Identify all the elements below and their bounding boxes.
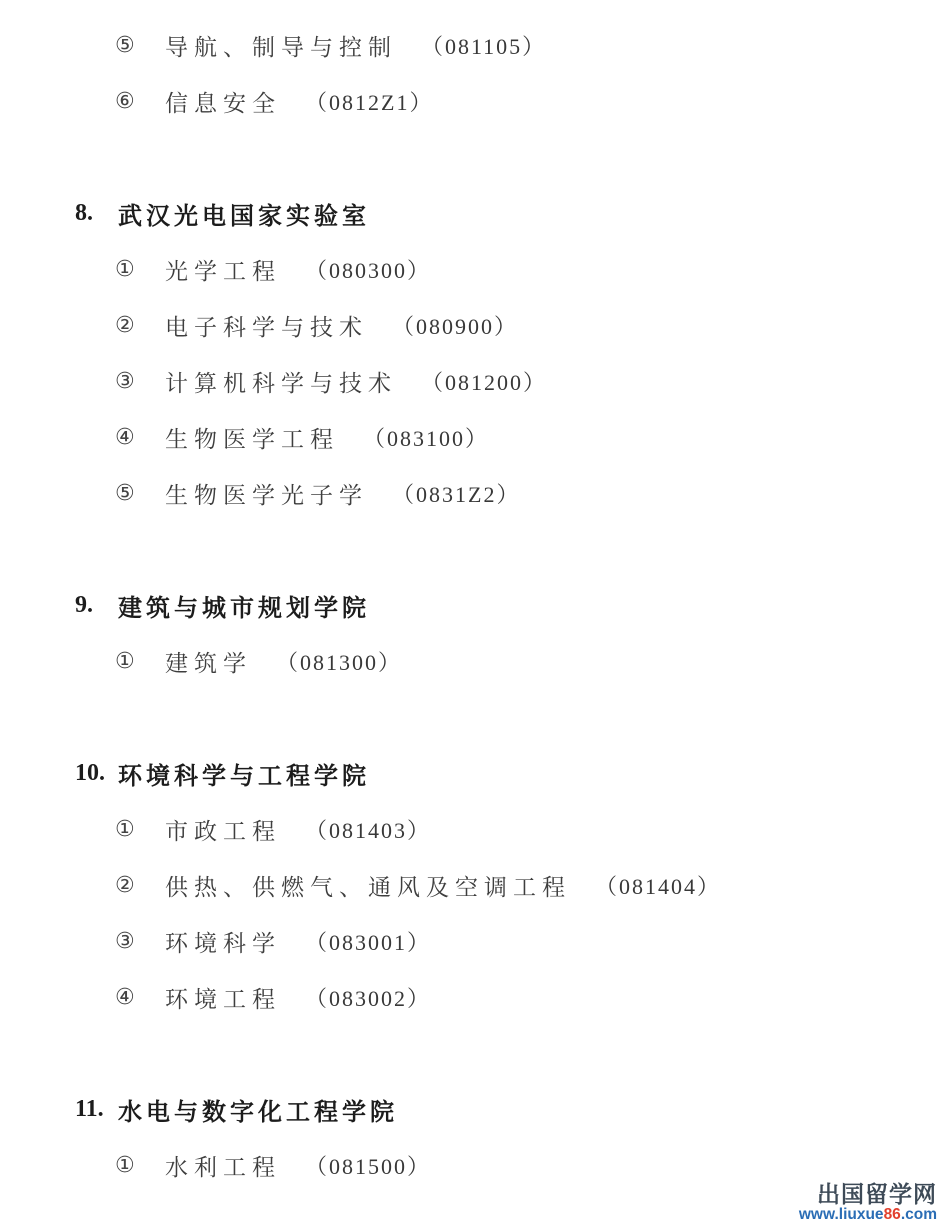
program-item-row (0, 801, 942, 857)
program-name: 计算机科学与技术 (165, 370, 397, 396)
section-heading-row (0, 1081, 942, 1137)
program-code: （0812Z1） (305, 89, 434, 115)
program-item-row (0, 353, 942, 409)
program-item-row (0, 969, 942, 1025)
circled-number: ④ (115, 424, 135, 450)
program-item-row (0, 633, 942, 689)
circled-number: ① (115, 816, 135, 842)
circled-number: ① (115, 648, 135, 674)
program-item-row (0, 913, 942, 969)
program-item-row (0, 241, 942, 297)
program-code: （081500） (305, 1153, 432, 1179)
program-item-row (0, 73, 942, 129)
url-highlight: 86 (883, 1205, 901, 1223)
section-gap (0, 129, 942, 185)
program-code: （083002） (305, 985, 432, 1011)
program-code: （080300） (305, 257, 432, 283)
section-title: 水电与数字化工程学院 (118, 1099, 398, 1126)
circled-number: ⑤ (115, 480, 135, 506)
program-name: 市政工程 (165, 818, 281, 844)
program-item-row (0, 297, 942, 353)
section-gap (0, 521, 942, 577)
url-suffix: .com (900, 1205, 937, 1223)
program-item-row (0, 857, 942, 913)
program-item-row (0, 17, 942, 73)
circled-number: ② (115, 312, 135, 338)
watermark-site-name: 出国留学网 (817, 1180, 937, 1207)
section-heading-row (0, 745, 942, 801)
circled-number: ② (115, 872, 135, 898)
program-code: （081300） (276, 649, 403, 675)
circled-number: ⑤ (115, 32, 135, 58)
program-code: （081105） (421, 33, 547, 59)
program-item-row (0, 465, 942, 521)
circled-number: ③ (115, 928, 135, 954)
section-title: 武汉光电国家实验室 (118, 203, 370, 230)
program-name: 光学工程 (165, 258, 281, 284)
url-prefix: www.liuxue (798, 1205, 884, 1223)
program-name: 环境科学 (165, 930, 281, 956)
program-name: 电子科学与技术 (165, 314, 368, 340)
section-heading-row (0, 577, 942, 633)
section-gap (0, 1025, 942, 1081)
program-code: （080900） (392, 313, 519, 339)
program-name: 导航、制导与控制 (165, 34, 397, 60)
circled-number: ④ (115, 984, 135, 1010)
circled-number: ① (115, 256, 135, 282)
circled-number: ③ (115, 368, 135, 394)
program-name: 生物医学光子学 (165, 482, 368, 508)
program-name: 水利工程 (165, 1154, 281, 1180)
section-number: 11. (75, 1095, 104, 1122)
program-code: （081404） (595, 873, 722, 899)
section-heading-row (0, 185, 942, 241)
section-number: 10. (75, 759, 105, 786)
section-gap (0, 689, 942, 745)
section-title: 环境科学与工程学院 (118, 763, 370, 790)
section-number: 8. (75, 199, 93, 226)
watermark-site-url (799, 1207, 937, 1223)
program-item-row (0, 409, 942, 465)
program-code: （083001） (305, 929, 432, 955)
program-name: 建筑学 (165, 650, 252, 676)
circled-number: ① (115, 1152, 135, 1178)
site-watermark (798, 1180, 937, 1223)
program-name: 生物医学工程 (165, 426, 339, 452)
program-name: 供热、供燃气、通风及空调工程 (165, 874, 571, 900)
program-name: 环境工程 (165, 986, 281, 1012)
program-code: （081200） (421, 369, 548, 395)
program-code: （0831Z2） (392, 481, 521, 507)
circled-number: ⑥ (115, 88, 135, 114)
program-code: （083100） (363, 425, 490, 451)
section-number: 9. (75, 591, 93, 618)
program-name: 信息安全 (165, 90, 281, 116)
program-code: （081403） (305, 817, 432, 843)
section-title: 建筑与城市规划学院 (118, 595, 370, 622)
